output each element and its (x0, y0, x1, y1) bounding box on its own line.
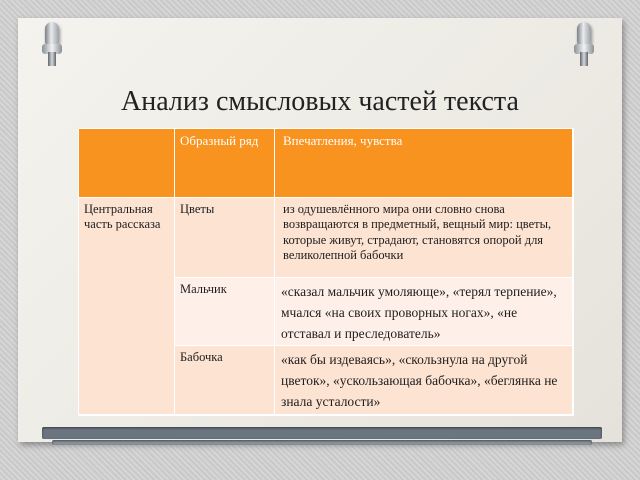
header-cell-impressions: Впечатления, чувства (275, 129, 573, 198)
pushpin-icon (574, 22, 594, 70)
row-item-butterfly: Бабочка (175, 346, 275, 415)
analysis-table (78, 128, 574, 416)
pushpin-icon (42, 22, 62, 70)
header-cell-empty (79, 129, 175, 198)
row-item-flowers: Цветы (175, 198, 275, 278)
header-cell-imagery: Образный ряд (175, 129, 275, 198)
row-label-central-part: Центральная часть рассказа (79, 198, 175, 415)
row-text-butterfly: «как бы издеваясь», «скользнула на другой цветок», «ускользающая бабочка», «беглянка не знала усталости» (275, 346, 573, 415)
row-item-boy: Мальчик (175, 278, 275, 346)
row-text-boy: «сказал мальчик умоляюще», «терял терпение», мчался «на своих проворных ногах», «не отставал и преследователь» (275, 278, 573, 346)
board-frame-strip (42, 427, 602, 439)
slide-title: Анализ смысловых частей текста (121, 86, 519, 117)
board-frame-strip-lower (52, 440, 592, 445)
row-text-flowers: из одушевлённого мира они словно снова возвращаются в предметный, вещный мир: цветы, которые живут, страдают, становятся опорой для великолепной бабочки (275, 198, 573, 278)
